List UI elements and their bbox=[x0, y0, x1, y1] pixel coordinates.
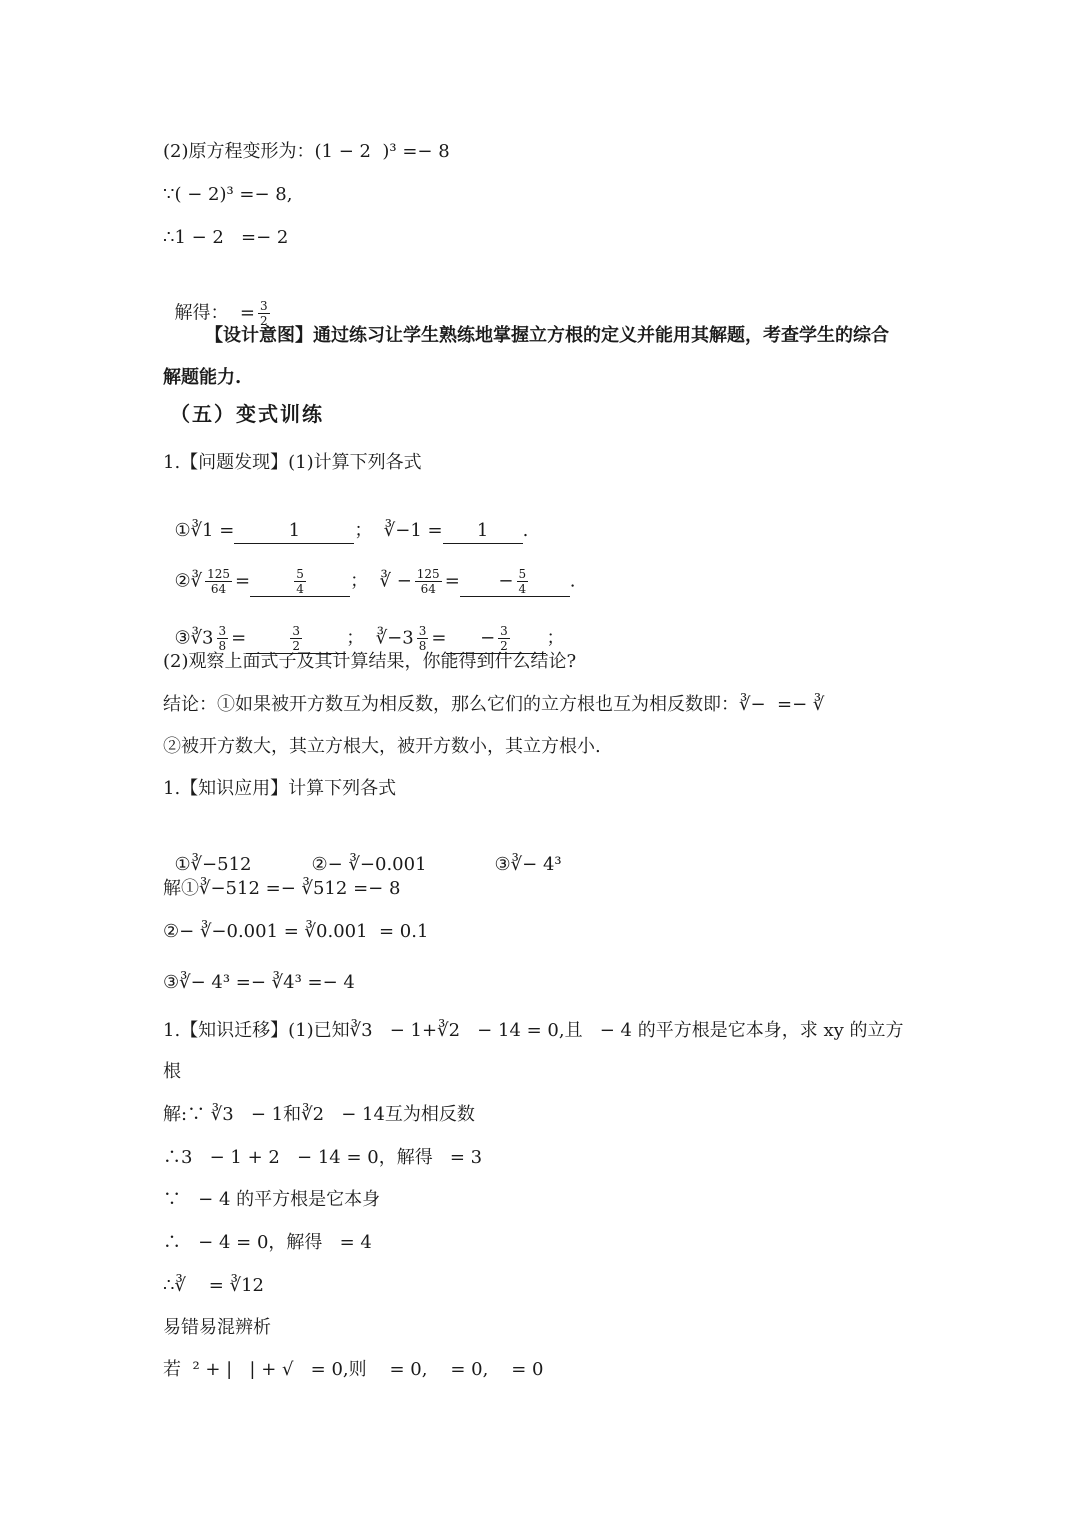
denominator: 8 bbox=[418, 639, 427, 653]
text-line: ∴1 − 2 =− 2 bbox=[163, 227, 289, 248]
text-line: 解题能力. bbox=[163, 367, 242, 388]
text-span: − bbox=[498, 570, 514, 592]
text-span: ； ∛−1 = bbox=[354, 520, 443, 541]
text-span: ③∛− 4³ bbox=[494, 854, 562, 875]
text-line: 1.【问题发现】(1)计算下列各式 bbox=[163, 452, 422, 473]
denominator: 64 bbox=[210, 582, 227, 596]
text-line: 解:∵ ∛3 − 1和∛2 − 14互为相反数 bbox=[163, 1104, 475, 1125]
numerator: 3 bbox=[218, 624, 227, 638]
text-line: 1.【知识应用】计算下列各式 bbox=[163, 778, 397, 799]
numerator: 125 bbox=[416, 567, 440, 581]
text-line: ∴3 − 1 + 2 − 14 = 0，解得 = 3 bbox=[163, 1147, 483, 1168]
fraction bbox=[415, 567, 442, 596]
text-span: = bbox=[234, 570, 251, 592]
numerator: 125 bbox=[207, 567, 230, 581]
text-line: (2)观察上面式子及其计算结果，你能得到什么结论? bbox=[163, 651, 577, 672]
answer-blank: 1 bbox=[234, 519, 354, 544]
numerator: 3 bbox=[292, 624, 301, 638]
denominator: 4 bbox=[296, 582, 304, 596]
text-line: ③∛− 4³ =− ∛4³ =− 4 bbox=[163, 972, 355, 993]
numerator: 5 bbox=[518, 567, 527, 581]
text-span: 解得： = bbox=[174, 302, 255, 324]
section-heading: （五）变式训练 bbox=[170, 402, 324, 426]
numerator: 5 bbox=[296, 567, 304, 581]
text-span: ； ∛−3 bbox=[346, 627, 414, 649]
text-span: ③∛3 bbox=[174, 627, 214, 649]
answer-blank bbox=[460, 567, 570, 597]
fraction bbox=[290, 624, 302, 653]
text-span: ②∛ bbox=[174, 570, 203, 592]
design-intent-line: 【设计意图】通过练习让学生熟练地掌握立方根的定义并能用其解题，考查学生的综合 bbox=[205, 325, 889, 346]
fraction bbox=[294, 567, 306, 596]
fraction bbox=[498, 624, 510, 653]
text-line: ∵( − 2)³ =− 8, bbox=[163, 184, 293, 205]
numerator: 3 bbox=[259, 299, 268, 313]
text-span: ； ∛ − bbox=[350, 570, 412, 592]
denominator: 2 bbox=[259, 314, 268, 328]
text-line: 若 ² + | | + √ = 0,则 = 0, = 0, = 0 bbox=[163, 1359, 544, 1380]
text-line: 结论：①如果被开方数互为相反数，那么它们的立方根也互为相反数即：∛− =− ∛ bbox=[163, 694, 825, 715]
text-line: 解①∛−512 =− ∛512 =− 8 bbox=[163, 878, 401, 899]
denominator: 2 bbox=[292, 639, 301, 653]
math-line bbox=[163, 543, 576, 597]
denominator: 8 bbox=[218, 639, 227, 653]
math-line bbox=[163, 600, 564, 654]
text-span: ②− ∛−0.001 bbox=[311, 854, 427, 875]
text-span: ①∛−512 bbox=[174, 854, 252, 875]
text-span: . bbox=[522, 520, 529, 541]
text-line bbox=[163, 275, 273, 328]
text-line: ∴∛ = ∛12 bbox=[163, 1275, 264, 1296]
denominator: 64 bbox=[420, 582, 436, 596]
numerator: 3 bbox=[500, 624, 508, 638]
text-span: = bbox=[231, 627, 247, 649]
text-line: ②− ∛−0.001 = ∛0.001 = 0.1 bbox=[163, 921, 429, 942]
text-span: . bbox=[569, 570, 576, 592]
text-line: ∴ − 4 = 0，解得 = 4 bbox=[163, 1232, 372, 1253]
math-line bbox=[163, 829, 562, 877]
text-line: 易错易混辨析 bbox=[163, 1317, 271, 1338]
text-line: ∵ − 4 的平方根是它本身 bbox=[163, 1189, 381, 1210]
fraction bbox=[217, 624, 229, 653]
text-span: = bbox=[444, 570, 460, 592]
text-span: − bbox=[480, 627, 496, 649]
fraction bbox=[205, 567, 232, 596]
text-span: ； bbox=[546, 627, 565, 649]
text-line: ②被开方数大，其立方根大，被开方数小，其立方根小. bbox=[163, 736, 601, 757]
fraction bbox=[417, 624, 429, 653]
text-span: = bbox=[431, 627, 447, 649]
text-line: 根 bbox=[163, 1061, 181, 1082]
denominator: 2 bbox=[500, 639, 508, 653]
text-line: (2)原方程变形为：(1 − 2 )³ =− 8 bbox=[163, 141, 450, 162]
numerator: 3 bbox=[418, 624, 427, 638]
denominator: 4 bbox=[518, 582, 527, 596]
math-line bbox=[163, 495, 528, 544]
answer-blank: 1 bbox=[443, 519, 523, 544]
text-line: 1.【知识迁移】(1)已知∛3 − 1+∛2 − 14 = 0,且 − 4 的平方根是它本身，求 xy 的立方 bbox=[163, 1020, 904, 1041]
answer-blank bbox=[250, 567, 350, 597]
fraction bbox=[517, 567, 529, 596]
text-span: ①∛1 = bbox=[174, 520, 235, 541]
